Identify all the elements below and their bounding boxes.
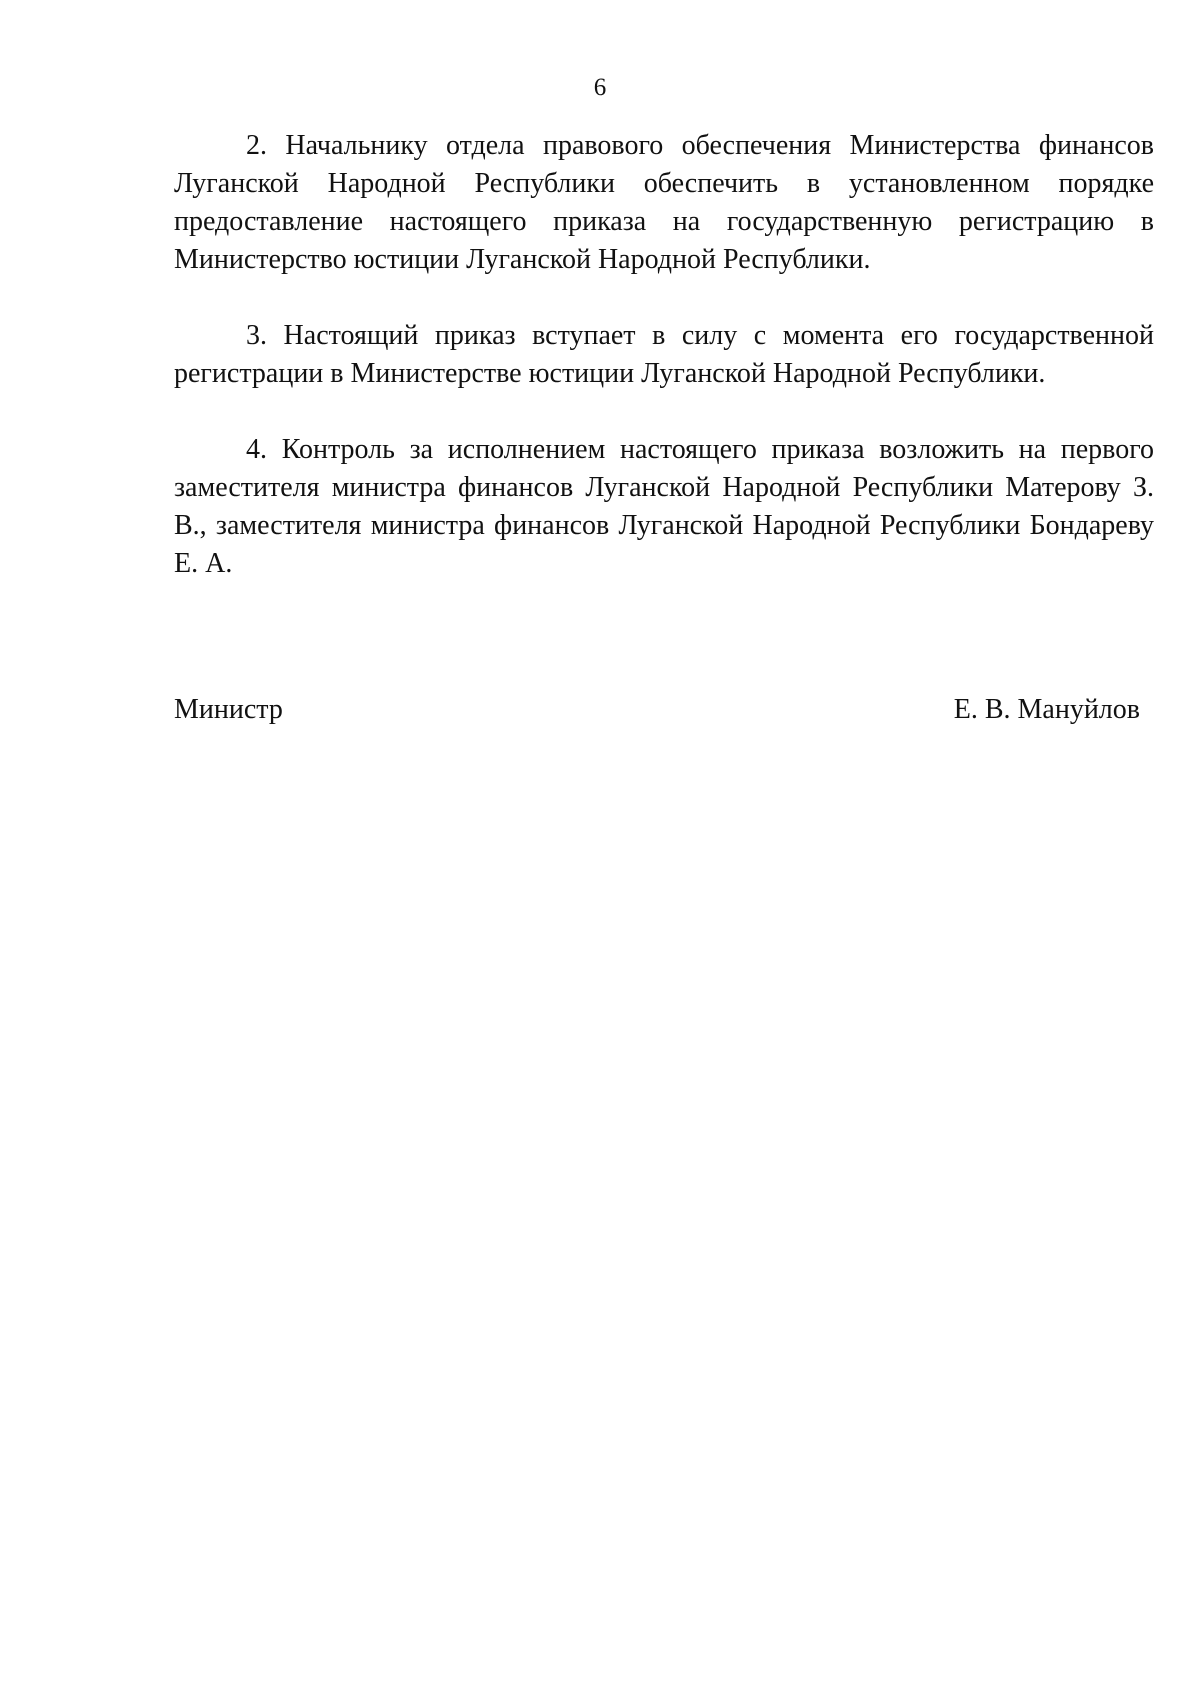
signatory-position: Министр — [174, 694, 283, 725]
document-body — [174, 127, 1154, 621]
page-number: 6 — [593, 74, 607, 101]
signature-block — [174, 691, 1140, 729]
paragraph-4: 4. Контроль за исполнением настоящего приказа возложить на первого заместителя министра финансов Луганской Народной Республики Матерову З. В., заместителя министра финансов Луганской Народной Республики Бондареву Е. А. — [174, 434, 1154, 579]
paragraph-2: 2. Начальнику отдела правового обеспечения Министерства финансов Луганской Народной Республики обеспечить в установленном порядке предоставление настоящего приказа на государственную регистрацию в Министерство юстиции Луганской Народной Республики. — [174, 130, 1154, 275]
signatory-name: Е. В. Мануйлов — [953, 694, 1140, 725]
paragraph-3: 3. Настоящий приказ вступает в силу с момента его государственной регистрации в Министерстве юстиции Луганской Народной Республики. — [174, 320, 1154, 389]
